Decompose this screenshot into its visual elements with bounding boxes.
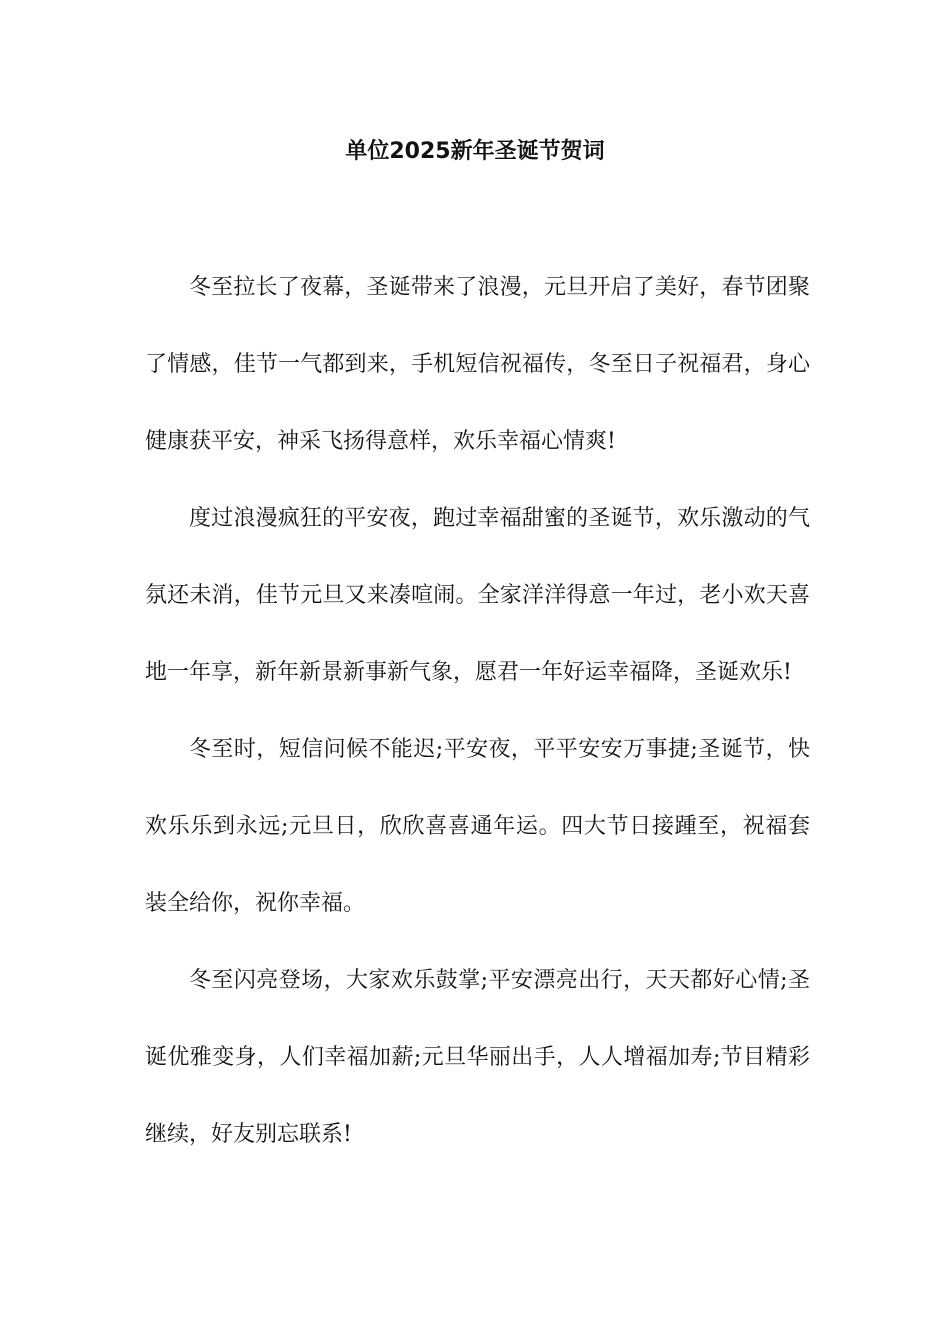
document-title: 单位2025新年圣诞节贺词: [345, 139, 605, 164]
paragraph-1: 冬至拉长了夜幕，圣诞带来了浪漫，元旦开启了美好，春节团聚了情感，佳节一气都到来，手机短信祝福传，冬至日子祝福君，身心健康获平安，神采飞扬得意样，欢乐幸福心情爽!: [145, 275, 810, 454]
paragraph-2: 度过浪漫疯狂的平安夜，跑过幸福甜蜜的圣诞节，欢乐激动的气氛还未消，佳节元旦又来凑喧闹。全家洋洋得意一年过，老小欢天喜地一年享，新年新景新事新气象，愿君一年好运幸福降，圣诞欢乐!: [145, 506, 810, 685]
paragraph-3: 冬至时，短信问候不能迟;平安夜，平平安安万事捷;圣诞节，快欢乐乐到永远;元旦日，欣欣喜喜通年运。四大节日接踵至，祝福套装全给你，祝你幸福。: [145, 737, 810, 916]
document-body: [145, 249, 810, 1173]
paragraph-4: 冬至闪亮登场，大家欢乐鼓掌;平安漂亮出行，天天都好心情;圣诞优雅变身，人们幸福加薪;元旦华丽出手，人人增福加寿;节目精彩继续，好友别忘联系!: [145, 968, 810, 1147]
